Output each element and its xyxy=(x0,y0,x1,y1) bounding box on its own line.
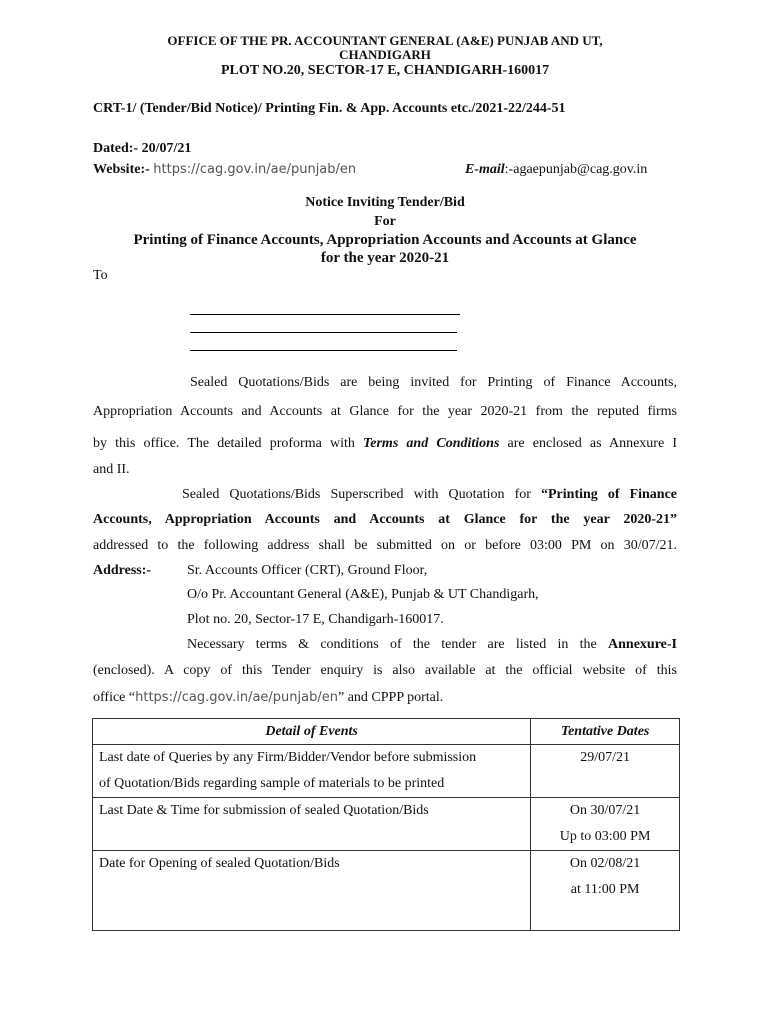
email-label: E-mail xyxy=(465,162,505,177)
reference-number: CRT-1/ (Tender/Bid Notice)/ Printing Fin. & App. Accounts etc./2021-22/244-51 xyxy=(93,101,566,116)
address-line2: O/o Pr. Accountant General (A&E), Punjab & UT Chandigarh, xyxy=(187,587,539,602)
website-link[interactable]: https://cag.gov.in/ae/punjab/en xyxy=(153,162,357,177)
para3-line1: Necessary terms & conditions of the tender are listed in the Annexure-I xyxy=(187,637,677,652)
header-tentative-dates: Tentative Dates xyxy=(531,719,680,745)
event-cell: Last date of Queries by any Firm/Bidder/Vendor before submission of Quotation/Bids regarding sample of materials to be printed xyxy=(93,745,531,798)
events-table xyxy=(92,718,680,931)
notice-title: Notice Inviting Tender/Bid xyxy=(305,195,465,210)
blank-line-1 xyxy=(190,314,460,315)
office-name-line2: CHANDIGARH xyxy=(339,47,431,62)
date-cell: On 02/08/21 at 11:00 PM xyxy=(531,851,680,931)
notice-title-for: For xyxy=(374,214,396,229)
para3-line3: office “https://cag.gov.in/ae/punjab/en” and CPPP portal. xyxy=(93,690,444,705)
para2-line2: Accounts, Appropriation Accounts and Accounts at Glance for the year 2020-21” xyxy=(93,512,677,527)
website-label: Website:- xyxy=(93,162,150,177)
event-cell: Last Date & Time for submission of sealed Quotation/Bids xyxy=(93,798,531,851)
office-address: PLOT NO.20, SECTOR-17 E, CHANDIGARH-160017 xyxy=(220,63,550,78)
email-value[interactable]: :-agaepunjab@cag.gov.in xyxy=(504,162,648,177)
para1-line3: by this office. The detailed proforma with Terms and Conditions are enclosed as Annexure I xyxy=(93,436,677,451)
header-detail-of-events: Detail of Events xyxy=(93,719,531,745)
email-line xyxy=(465,162,647,178)
annexure-ref: Annexure-I xyxy=(608,637,677,652)
dated-line: Dated:- 20/07/21 xyxy=(93,141,192,156)
address-line1: Sr. Accounts Officer (CRT), Ground Floor, xyxy=(187,563,428,578)
para1-line1: Sealed Quotations/Bids are being invited for Printing of Finance Accounts, xyxy=(190,375,677,390)
table-header-row xyxy=(93,719,680,745)
event-cell: Date for Opening of sealed Quotation/Bids xyxy=(93,851,531,931)
table-row xyxy=(93,745,680,798)
website-link-inline[interactable]: https://cag.gov.in/ae/punjab/en xyxy=(135,690,338,705)
blank-line-2 xyxy=(190,332,457,333)
para2-line1: Sealed Quotations/Bids Superscribed with Quotation for “Printing of Finance xyxy=(182,487,678,502)
terms-and-conditions: Terms and Conditions xyxy=(363,436,500,451)
address-label: Address:- xyxy=(93,563,152,578)
blank-line-3 xyxy=(190,350,457,351)
date-cell: On 30/07/21 Up to 03:00 PM xyxy=(531,798,680,851)
to-label: To xyxy=(93,268,108,283)
table-row xyxy=(93,798,680,851)
notice-subject-year: for the year 2020-21 xyxy=(320,250,450,266)
address-line3: Plot no. 20, Sector-17 E, Chandigarh-160017. xyxy=(187,612,444,627)
table-row xyxy=(93,851,680,931)
notice-subject: Printing of Finance Accounts, Appropriation Accounts and Accounts at Glance xyxy=(133,232,637,248)
para1-line4: and II. xyxy=(93,462,130,477)
office-name-line1: OFFICE OF THE PR. ACCOUNTANT GENERAL (A&E) PUNJAB AND UT, xyxy=(167,33,603,48)
para2-line3: addressed to the following address shall be submitted on or before 03:00 PM on 30/07/21. xyxy=(93,538,677,553)
para3-line2: (enclosed). A copy of this Tender enquiry is also available at the official website of this xyxy=(93,663,677,678)
para1-line2: Appropriation Accounts and Accounts at Glance for the year 2020-21 from the reputed firms xyxy=(93,404,677,419)
website-line xyxy=(93,162,356,178)
date-cell: 29/07/21 xyxy=(531,745,680,798)
